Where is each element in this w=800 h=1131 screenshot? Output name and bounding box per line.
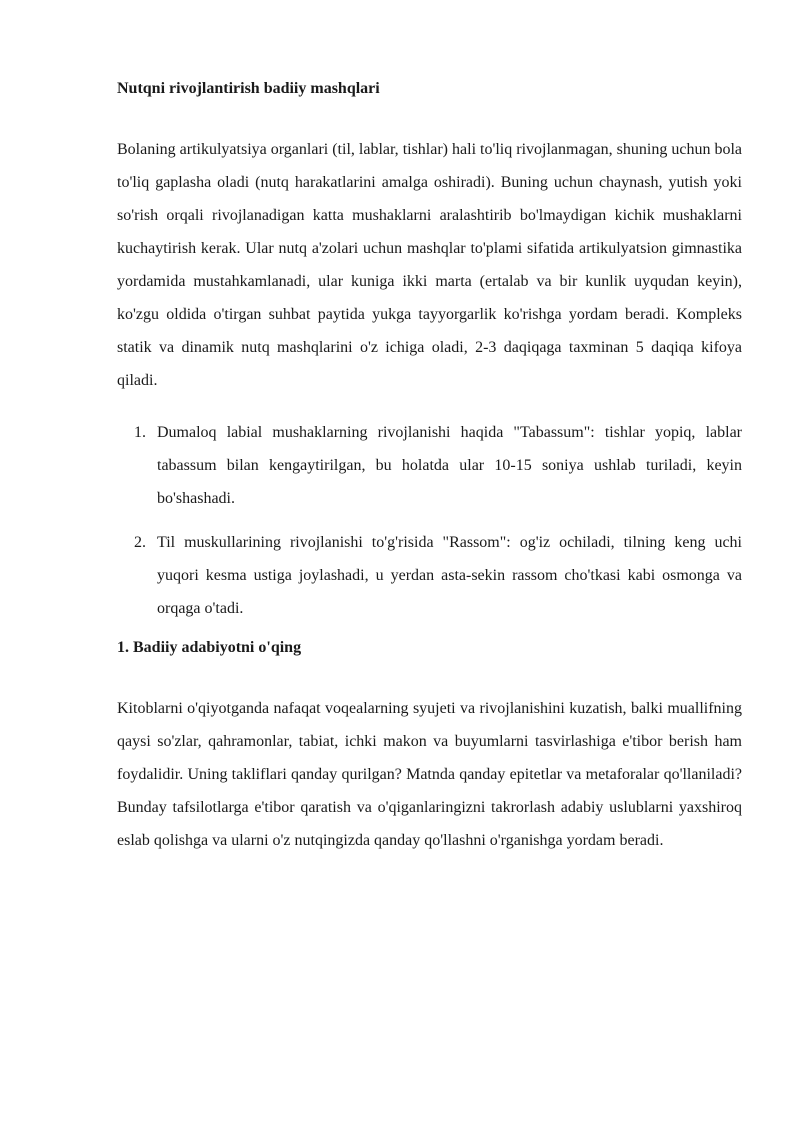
list-item-text: Dumaloq labial mushaklarning rivojlanishi haqida "Tabassum": tishlar yopiq, lablar tabassum bilan kengaytirilgan, bu holatda ular 10-15 soniya ushlab turiladi, keyin bo'shashadi. (157, 424, 742, 507)
list-item-text: Til muskullarining rivojlanishi to'g'risida "Rassom": og'iz ochiladi, tilning keng uchi yuqori kesma ustiga joylashadi, u yerdan asta-sekin rassom cho'tkasi kabi osmonga va orqaga o'tadi. (157, 534, 742, 617)
intro-paragraph: Bolaning artikulyatsiya organlari (til, lablar, tishlar) hali to'liq rivojlanmagan, shuning uchun bola to'liq gaplasha oladi (nutq harakatlarini amalga oshiradi). Buning uchun chaynash, yutish yoki so'rish orqali rivojlanadigan katta mushaklarni aralashtirib bo'lmaydigan kichik mushaklarni kuchaytirish kerak. Ular nutq a'zolari uchun mashqlar to'plami sifatida artikulyatsion gimnastika yordamida mustahkamlanadi, ular kuniga ikki marta (ertalab va bir kunlik uyqudan keyin), ko'zgu oldida o'tirgan suhbat paytida yukga tayyorgarlik ko'rishga yordam beradi. Kompleks statik va dinamik nutq mashqlarini o'z ichiga oladi, 2-3 daqiqaga taxminan 5 daqiqa kifoya qiladi. (117, 141, 742, 389)
reading-paragraph: Kitoblarni o'qiyotganda nafaqat voqealarning syujeti va rivojlanishini kuzatish, balki muallifning qaysi so'zlar, qahramonlar, tabiat, ichki makon va buyumlarni tasvirlashiga e'tibor berish ham foydalidir. Uning takliflari qanday qurilgan? Matnda qanday epitetlar va metaforalar qo'llaniladi? Bunday tafsilotlarga e'tibor qaratish va o'qiganlaringizni takrorlash adabiy uslublarni yaxshiroq eslab qolishga va ularni o'z nutqingizda qanday qo'llashni o'rganishga yordam beradi. (117, 700, 742, 849)
section-heading-read-literature: 1. Badiiy adabiyotni o'qing (117, 639, 302, 656)
list-item-number: 2. (134, 534, 146, 551)
list-item-number: 1. (134, 424, 146, 441)
list-item (117, 416, 742, 515)
document-page (117, 72, 742, 857)
exercise-list (117, 416, 742, 625)
section-heading-speech-exercises: Nutqni rivojlantirish badiiy mashqlari (117, 80, 380, 97)
list-item (117, 526, 742, 625)
